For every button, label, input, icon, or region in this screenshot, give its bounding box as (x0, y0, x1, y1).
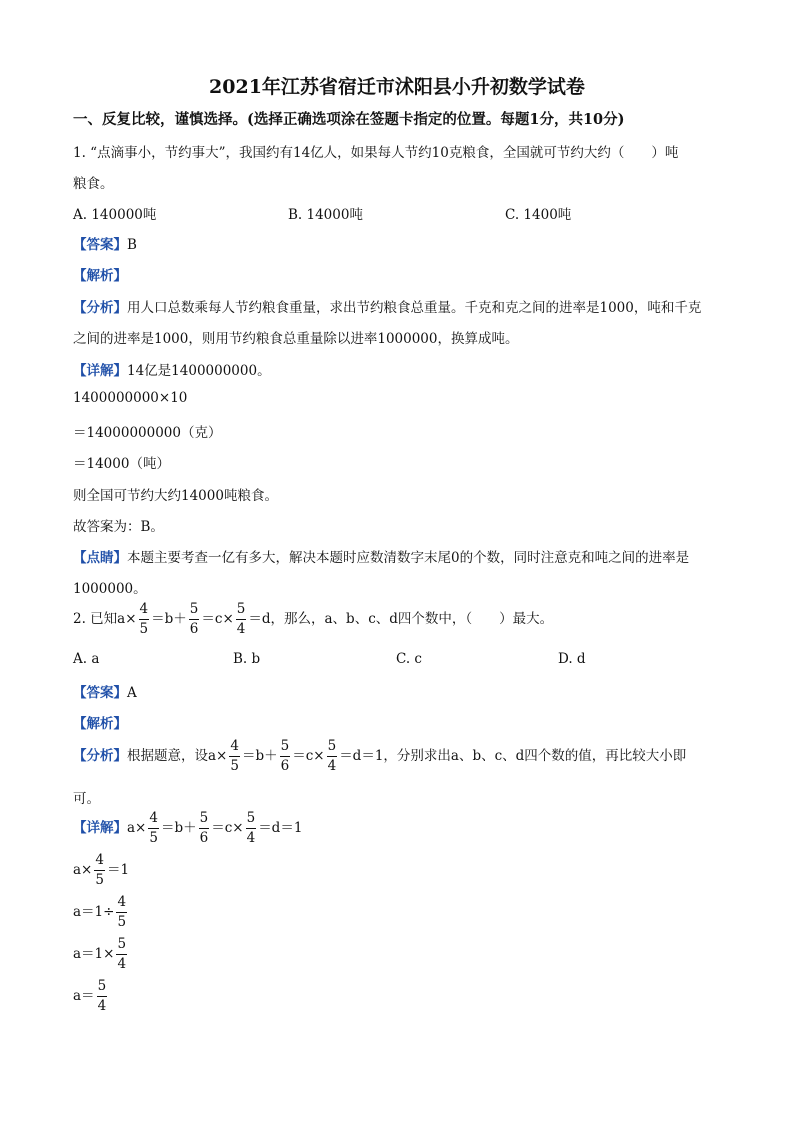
q1-calc-line3: ＝14000（吨） (73, 456, 170, 472)
q2-step2 (73, 896, 129, 929)
q2-mid2: ＝c× (201, 611, 234, 627)
fenxi-pre: 根据题意，设a× (127, 748, 228, 764)
xiangjie-tag: 【详解】 (73, 363, 127, 379)
xj-pre: a× (127, 820, 147, 836)
fraction-5-6: $\frac{5}{6}$ (280, 738, 290, 774)
q1-answer (73, 233, 137, 253)
q2-fenxi-line2: 可。 (73, 791, 100, 807)
q1-analysis-tag: 【解析】 (73, 268, 127, 284)
step3-pre: a＝1× (73, 946, 115, 962)
q2-step1 (73, 854, 129, 887)
q2-option-b: B. b (233, 651, 261, 667)
step2-pre: a＝1÷ (73, 904, 115, 920)
q2-option-c: C. c (396, 651, 422, 667)
fraction-5-6: $\frac{5}{6}$ (199, 810, 209, 846)
xj-mid1: ＝b＋ (160, 820, 197, 836)
q1-conclusion: 则全国可节约大约14000吨粮食。 (73, 488, 278, 504)
fraction-5-4: $\frac{5}{4}$ (236, 601, 246, 637)
fraction-5-4: $\frac{5}{4}$ (327, 738, 337, 774)
q2-step4 (73, 980, 109, 1013)
fraction-5-4: $\frac{5}{4}$ (97, 978, 107, 1014)
answer-tag: 【答案】 (73, 237, 127, 253)
step4-pre: a＝ (73, 988, 95, 1004)
answer-value: A (127, 685, 137, 701)
page-title: 2021年江苏省宿迁市沭阳县小升初数学试卷 (209, 76, 585, 98)
q2-prefix: 2. 已知a× (73, 611, 137, 627)
dianjing-tag: 【点睛】 (73, 550, 127, 566)
q1-stem-line2: 粮食。 (73, 176, 114, 192)
fenxi-tag: 【分析】 (73, 300, 127, 316)
fraction-5-4: $\frac{5}{4}$ (117, 936, 127, 972)
step1-pre: a× (73, 862, 93, 878)
fraction-4-5: $\frac{4}{5}$ (230, 738, 239, 774)
q1-option-c: C. 1400吨 (505, 207, 572, 223)
xiangjie-text: 14亿是1400000000。 (127, 363, 271, 379)
q2-option-a: A. a (73, 651, 100, 667)
q2-analysis-tag: 【解析】 (73, 716, 127, 732)
q2-fenxi-line1 (73, 740, 686, 773)
step1-post: ＝1 (106, 862, 130, 878)
xj-post: ＝d＝1 (258, 820, 303, 836)
q1-dianjing-line1 (73, 546, 689, 566)
q2-xiangjie (73, 812, 302, 845)
fraction-4-5: $\frac{4}{5}$ (149, 810, 158, 846)
answer-value: B (127, 237, 137, 253)
fenxi-mid2: ＝c× (292, 748, 325, 764)
q1-calc-line2: ＝14000000000（克） (73, 425, 222, 441)
fraction-4-5: $\frac{4}{5}$ (139, 601, 149, 637)
q1-calc-line1: 1400000000×10 (73, 390, 188, 406)
q2-option-d: D. d (558, 651, 586, 667)
section-heading: 一、反复比较，谨慎选择。(选择正确选项涂在签题卡指定的位置。每题1分，共10分) (73, 111, 625, 128)
q1-xiangjie (73, 359, 271, 379)
q1-option-a: A. 140000吨 (73, 207, 157, 223)
answer-tag: 【答案】 (73, 685, 127, 701)
q1-option-b: B. 14000吨 (288, 207, 363, 223)
fraction-4-5: $\frac{4}{5}$ (117, 894, 127, 930)
fenxi-post: ＝d＝1，分别求出a、b、c、d四个数的值，再比较大小即 (339, 748, 687, 764)
q2-answer (73, 681, 137, 701)
fenxi-tag: 【分析】 (73, 748, 127, 764)
q2-stem (73, 603, 553, 636)
q1-dianjing-line2: 1000000。 (73, 581, 147, 597)
q2-suffix: ＝d，那么，a、b、c、d四个数中，（ ）最大。 (248, 611, 554, 627)
fraction-4-5: $\frac{4}{5}$ (95, 852, 104, 888)
fenxi-text: 用人口总数乘每人节约粮食重量，求出节约粮食总重量。千克和克之间的进率是1000，吨和千克 (127, 300, 702, 316)
q1-final-answer: 故答案为：B。 (73, 519, 164, 535)
fenxi-mid1: ＝b＋ (241, 748, 278, 764)
q2-mid1: ＝b＋ (151, 611, 187, 627)
q1-fenxi-line1 (73, 296, 701, 316)
xiangjie-tag: 【详解】 (73, 820, 127, 836)
xj-mid2: ＝c× (211, 820, 244, 836)
fraction-5-4: $\frac{5}{4}$ (246, 810, 256, 846)
dianjing-text: 本题主要考查一亿有多大，解决本题时应数清数字末尾0的个数，同时注意克和吨之间的进率是 (127, 550, 690, 566)
fraction-5-6: $\frac{5}{6}$ (189, 601, 199, 637)
q2-step3 (73, 938, 129, 971)
q1-stem-line1: 1. “点滴事小，节约事大”，我国约有14亿人，如果每人节约10克粮食，全国就可节约大约（ ）吨 (73, 145, 679, 161)
q1-fenxi-line2: 之间的进率是1000，则用节约粮食总重量除以进率1000000，换算成吨。 (73, 331, 519, 347)
